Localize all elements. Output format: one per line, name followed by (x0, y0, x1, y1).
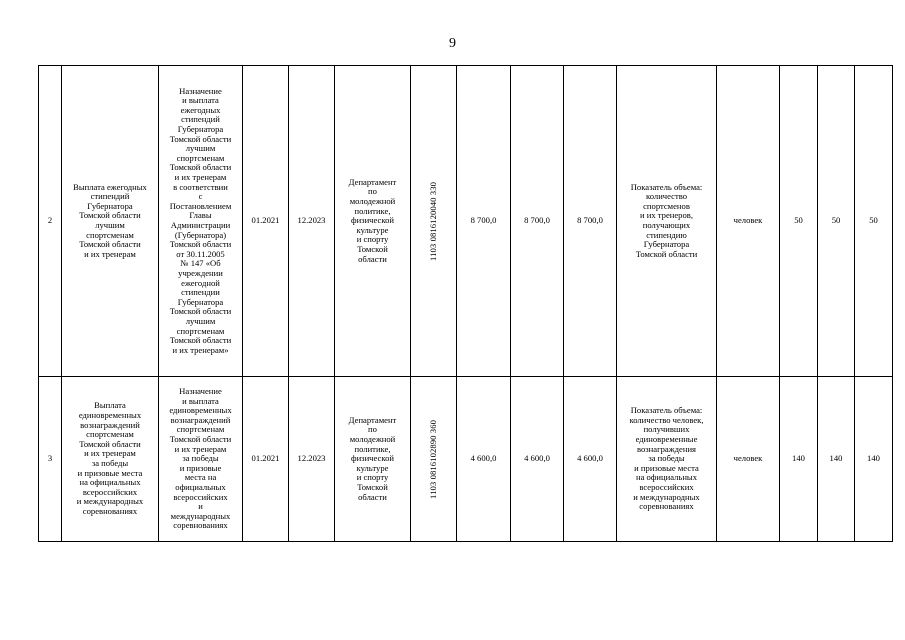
end-date: 12.2023 (289, 66, 335, 377)
start-date: 01.2021 (243, 66, 289, 377)
executor: Департамент по молодежной политике, физической культуре и спорту Томской области (335, 377, 411, 542)
measure-description: Назначение и выплата ежегодных стипендий Губернатора Томской области лучшим спортсменам Томской области и их тренерам в соответствии с Постановлением Главы Администрации (Губернатора) Томской области от 30.11.2005 № 147 «Об учреждении ежегодной стипендии Губернатора Томской области лучшим спортсменам Томской области и их тренерам» (159, 66, 243, 377)
budget-table (38, 65, 893, 542)
indicator: Показатель объема: количество спортсменов и их тренеров, получающих стипендию Губернатора Томской области (617, 66, 717, 377)
budget-code: 1103 0816120040 330 (411, 66, 457, 377)
unit: человек (717, 377, 780, 542)
value-year-3: 140 (855, 377, 893, 542)
indicator: Показатель объема: количество человек, получивших единовременные вознаграждения за победы и призовые места на официальных всероссийских и международных соревнованиях (617, 377, 717, 542)
value-year-3: 50 (855, 66, 893, 377)
measure-name: Выплата ежегодных стипендий Губернатора Томской области лучшим спортсменам Томской области и их тренерам (62, 66, 159, 377)
row-number: 3 (39, 377, 62, 542)
budget-code: 1103 0816102890 360 (411, 377, 457, 542)
executor: Департамент по молодежной политике, физической культуре и спорту Томской области (335, 66, 411, 377)
amount-year-2: 4 600,0 (511, 377, 564, 542)
value-year-1: 50 (780, 66, 818, 377)
amount-year-2: 8 700,0 (511, 66, 564, 377)
table-row (39, 66, 893, 377)
amount-year-3: 8 700,0 (564, 66, 617, 377)
unit: человек (717, 66, 780, 377)
table-row (39, 377, 893, 542)
value-year-2: 50 (818, 66, 855, 377)
value-year-1: 140 (780, 377, 818, 542)
row-number: 2 (39, 66, 62, 377)
page-number: 9 (449, 36, 456, 51)
amount-year-3: 4 600,0 (564, 377, 617, 542)
measure-name: Выплата единовременных вознаграждений спортсменам Томской области и их тренерам за победы и призовые места на официальных всероссийских и международных соревнованиях (62, 377, 159, 542)
measure-description: Назначение и выплата единовременных вознаграждений спортсменам Томской области и их тренерам за победы и призовые места на официальных всероссийских и международных соревнованиях (159, 377, 243, 542)
value-year-2: 140 (818, 377, 855, 542)
amount-year-1: 8 700,0 (457, 66, 511, 377)
amount-year-1: 4 600,0 (457, 377, 511, 542)
end-date: 12.2023 (289, 377, 335, 542)
start-date: 01.2021 (243, 377, 289, 542)
